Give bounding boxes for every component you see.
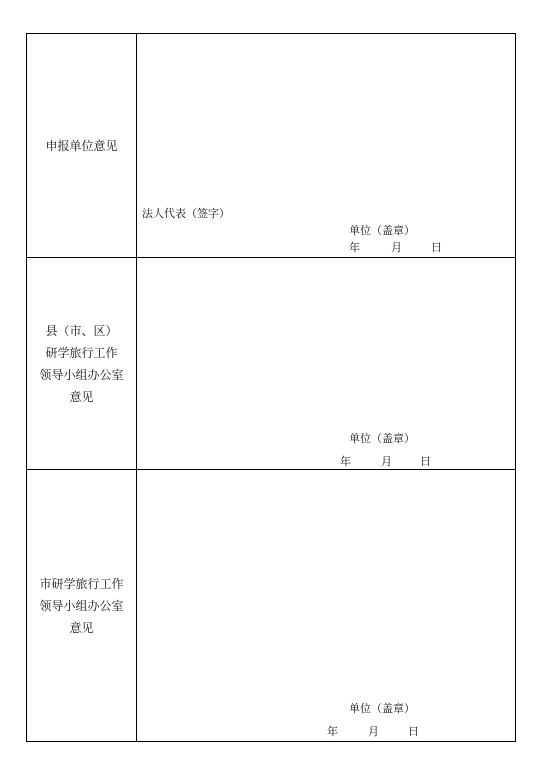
date-year: 年 bbox=[327, 725, 338, 738]
date-year: 年 bbox=[340, 455, 351, 468]
date-day: 日 bbox=[431, 241, 442, 254]
date-year: 年 bbox=[349, 241, 360, 254]
date-day: 日 bbox=[408, 725, 419, 738]
date-month: 月 bbox=[391, 241, 402, 254]
label-line: 意见 bbox=[69, 389, 94, 404]
label-line: 领导小组办公室 bbox=[39, 367, 124, 382]
date-month: 月 bbox=[368, 725, 379, 738]
unit-seal-label: 单位（盖章） bbox=[349, 432, 415, 445]
county-office-opinion-label bbox=[27, 258, 136, 469]
unit-seal-label: 单位（盖章） bbox=[349, 224, 415, 237]
city-office-opinion-label bbox=[27, 470, 136, 741]
applicant-opinion-label bbox=[27, 34, 136, 257]
unit-seal-label: 单位（盖章） bbox=[349, 702, 415, 715]
legal-rep-signature-label: 法人代表（签字） bbox=[142, 207, 230, 220]
applicant-opinion-row bbox=[27, 34, 515, 257]
label-line: 意见 bbox=[69, 620, 94, 635]
city-office-opinion-row bbox=[27, 470, 515, 741]
county-office-opinion-row bbox=[27, 258, 515, 469]
approval-opinion-table bbox=[26, 33, 516, 742]
label-line: 领导小组办公室 bbox=[39, 598, 124, 613]
label-line: 县（市、区） bbox=[45, 323, 118, 338]
date-day: 日 bbox=[420, 455, 431, 468]
date-month: 月 bbox=[381, 455, 392, 468]
label-line: 申报单位意见 bbox=[45, 138, 118, 153]
label-line: 市研学旅行工作 bbox=[39, 576, 124, 591]
label-line: 研学旅行工作 bbox=[45, 345, 118, 360]
